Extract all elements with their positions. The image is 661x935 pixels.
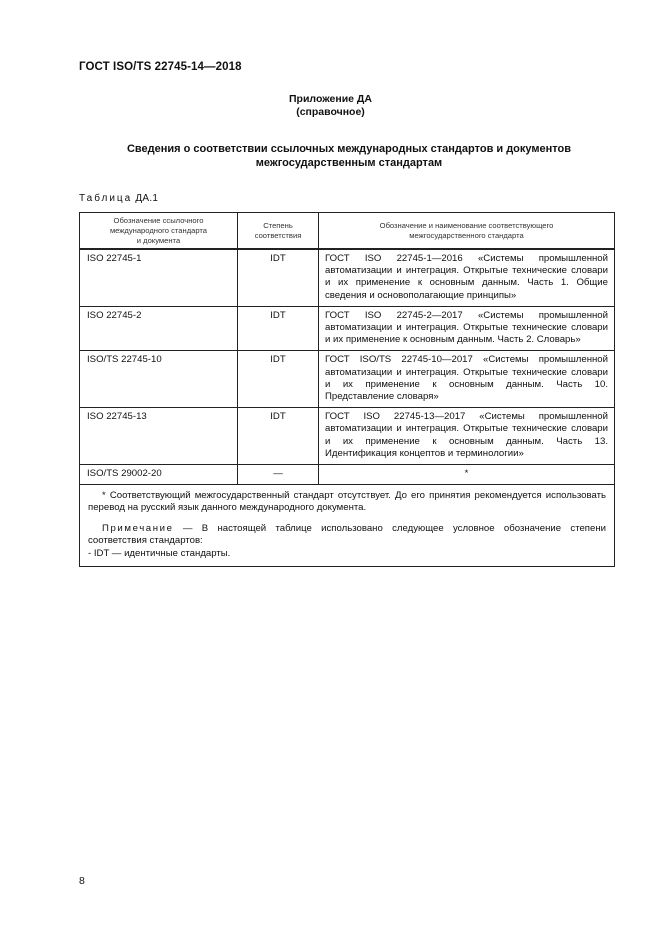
table-notes [80,485,615,567]
table-header-row [80,213,615,250]
table-note [88,523,606,547]
cell-description: ГОСТ ISO 22745-1—2016 «Системы промышленной автоматизации и интеграция. Открытые технические словари и их применение к основным данным. Часть 1. Общие сведения и основополагающие принципы» [319,249,615,306]
cell-degree: IDT [238,306,319,351]
header-reference-line: международного стандарта [109,225,208,235]
cell-degree: IDT [238,249,319,306]
cell-degree: IDT [238,408,319,465]
section-title-line-1: Сведения о соответствии ссылочных международных стандартов и документов [126,143,572,155]
section-title [100,143,598,170]
cell-degree: IDT [238,351,319,408]
header-description [319,213,615,250]
header-degree-line: соответствия [254,230,302,240]
correspondence-table [79,212,615,567]
header-description-line: межгосударственного стандарта [409,230,524,240]
table-row [80,249,615,306]
table-row [80,306,615,351]
cell-degree: — [238,465,319,485]
document-code: ГОСТ ISO/TS 22745-14—2018 [79,61,242,73]
header-description-line: Обозначение и наименование соответствующего [379,220,554,230]
note-label: Примечание [102,522,174,534]
table-caption-number: ДА.1 [135,193,159,204]
header-degree-line: Степень [263,220,293,230]
table-footnote: * Соответствующий межгосударственный стандарт отсутствует. До его принятия рекомендуется использовать перевод на русский язык данного международного документа. [88,490,606,514]
table-row [80,351,615,408]
header-reference-line: Обозначение ссылочного [113,215,204,225]
cell-description: * [319,465,615,485]
cell-description: ГОСТ ISO 22745-13—2017 «Системы промышленной автоматизации и интеграция. Открытые технические словари и их применение к основным данным. Часть 13. Идентификация концептов и терминологии» [319,408,615,465]
appendix-type: (справочное) [296,106,365,118]
appendix-title [0,93,661,119]
cell-reference: ISO 22745-13 [80,408,238,465]
header-degree [238,213,319,250]
page-number: 8 [79,875,85,887]
table-caption-word: Таблица [79,193,133,204]
cell-reference: ISO 22745-1 [80,249,238,306]
cell-description: ГОСТ ISO 22745-2—2017 «Системы промышленной автоматизации и интеграция. Открытые технические словари и их применение к основным данным. Часть 2. Словарь» [319,306,615,351]
cell-description: ГОСТ ISO/TS 22745-10—2017 «Системы промышленной автоматизации и интеграция. Открытые технические словари и их применение к основным данным. Часть 10. Представление словаря» [319,351,615,408]
header-reference-line: и документа [136,235,181,245]
header-reference [80,213,238,250]
appendix-name: Приложение ДА [289,93,372,105]
table-notes-row [80,485,615,567]
table-caption [79,193,158,204]
note-text: — В настоящей таблице использовано следующее условное обозначение степени соответствия стандартов: [88,522,606,546]
note-item: - IDT — идентичные стандарты. [88,548,231,560]
cell-reference: ISO 22745-2 [80,306,238,351]
cell-reference: ISO/TS 29002-20 [80,465,238,485]
table-row [80,465,615,485]
section-title-line-2: межгосударственным стандартам [255,156,443,169]
table-row [80,408,615,465]
cell-reference: ISO/TS 22745-10 [80,351,238,408]
